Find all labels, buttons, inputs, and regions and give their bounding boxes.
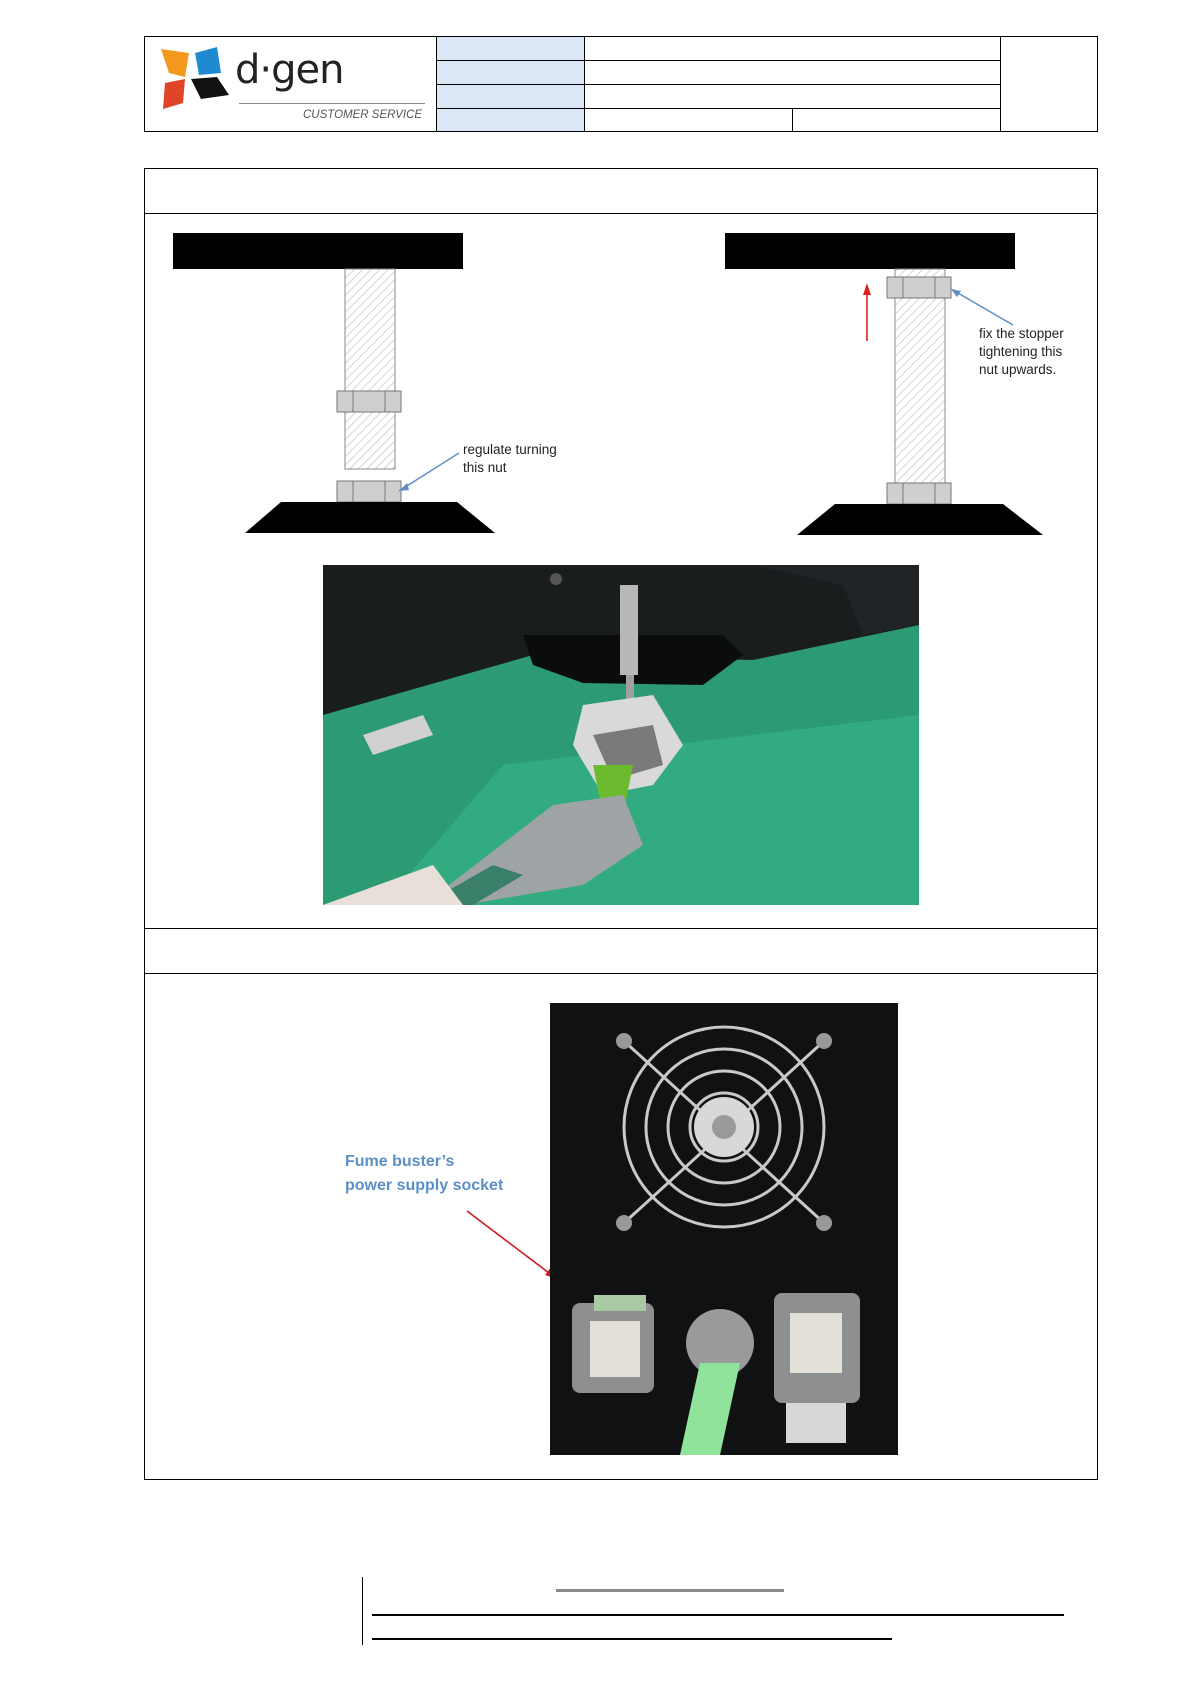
footer-rule-top xyxy=(556,1589,784,1592)
header-label-4 xyxy=(437,109,585,131)
brand-subtitle: CUSTOMER SERVICE xyxy=(303,109,423,121)
header-value-4b xyxy=(793,109,1001,131)
header-label-3 xyxy=(437,85,585,109)
header-value-4a xyxy=(585,109,793,131)
footer-rule-middle xyxy=(372,1614,1064,1616)
callout-line2: power supply socket xyxy=(345,1177,504,1194)
header-value-3 xyxy=(585,85,1001,109)
logo-divider xyxy=(239,103,425,104)
footer-rule-bottom xyxy=(372,1638,892,1640)
dgen-logo-icon xyxy=(155,43,235,109)
header-label-1 xyxy=(437,37,585,61)
document-header xyxy=(144,36,1098,132)
brand-name: d·gen xyxy=(235,47,344,93)
annotation-left-line2: this nut xyxy=(463,460,507,475)
annotation-right-line3: nut upwards. xyxy=(979,362,1057,377)
procedure-section-1 xyxy=(144,168,1098,929)
logo-cell xyxy=(145,37,437,131)
callout-line1: Fume buster’s xyxy=(345,1153,455,1170)
header-label-2 xyxy=(437,61,585,85)
wrench-adjusting-nut-photo xyxy=(323,565,919,905)
annotation-left-line1: regulate turning xyxy=(463,442,557,457)
section-2-heading xyxy=(145,929,1097,974)
header-side-cell xyxy=(1001,37,1097,131)
annotation-right-line2: tightening this xyxy=(979,344,1063,359)
header-value-2 xyxy=(585,61,1001,85)
header-value-1 xyxy=(585,37,1001,61)
section-1-heading xyxy=(145,169,1097,214)
procedure-section-2 xyxy=(144,928,1098,1480)
footer-divider xyxy=(362,1577,363,1645)
annotation-right-line1: fix the stopper xyxy=(979,326,1064,341)
fan-and-sockets-photo xyxy=(550,1003,898,1455)
stopper-adjust-diagram-left xyxy=(145,215,615,535)
